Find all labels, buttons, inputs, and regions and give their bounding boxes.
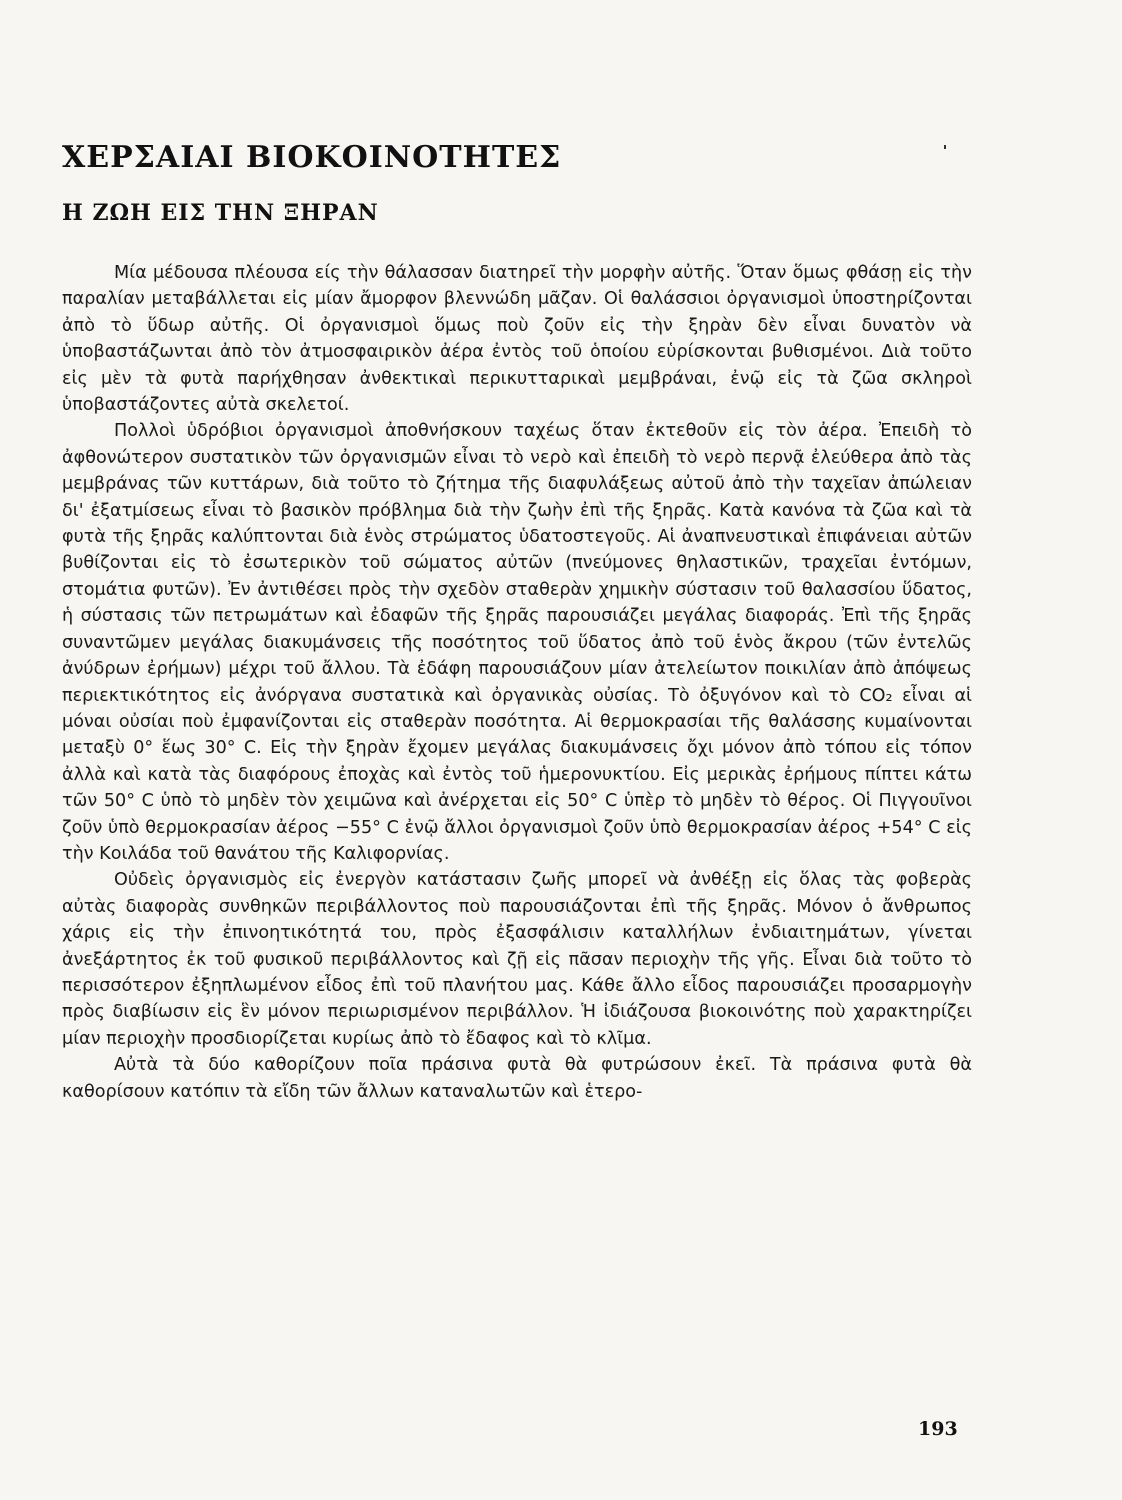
print-speck-mark [944,145,946,149]
paragraph-4: Αὐτὰ τὰ δύο καθορίζουν ποῖα πράσινα φυτὰ θὰ φυτρώσουν ἐκεῖ. Τὰ πράσινα φυτὰ θὰ καθορίσουν κατόπιν τὰ εἴδη τῶν ἄλλων καταναλωτῶν καὶ ἑτερο- [62,1055,972,1102]
paragraph-2: Πολλοὶ ὑδρόβιοι ὀργανισμοὶ ἀποθνήσκουν ταχέως ὅταν ἐκτεθοῦν εἰς τὸν ἀέρα. Ἐπειδὴ τὸ ἀφθονώτερον συστατικὸν τῶν ὀργανισμῶν εἶναι τὸ νερὸ καὶ ἐπειδὴ τὸ νερὸ περνᾷ ἐλεύθερα ἀπὸ τὰς μεμβράνας τῶν κυττάρων, διὰ τοῦτο τὸ ζήτημα τῆς διαφυλάξεως αὐτοῦ ἀπὸ τὴν ταχεῖαν ἀπώλειαν δι' ἐξατμίσεως εἶναι τὸ βασικὸν πρόβλημα διὰ τὴν ζωὴν ἐπὶ τῆς ξηρᾶς. Κατὰ κανόνα τὰ ζῶα καὶ τὰ φυτὰ τῆς ξηρᾶς καλύπτονται διὰ ἑνὸς στρώματος ὑδατοστεγοῦς. Αἱ ἀναπνευστικαὶ ἐπιφάνειαι αὐτῶν βυθίζονται εἰς τὸ ἐσωτερικὸν τοῦ σώματος αὐτῶν (πνεύμονες θηλαστικῶν, τραχεῖαι ἐντόμων, στομάτια φυτῶν). Ἐν ἀντιθέσει πρὸς τὴν σχεδὸν σταθερὰν χημικὴν σύστασιν τοῦ θαλασσίου ὕδατος, ἡ σύστασις τῶν πετρωμάτων καὶ ἐδαφῶν τῆς ξηρᾶς παρουσιάζει μεγάλας διαφοράς. Ἐπὶ τῆς ξηρᾶς συναντῶμεν μεγάλας διακυμάνσεις τῆς ποσότητος τοῦ ὕδατος ἀπὸ τοῦ ἑνὸς ἄκρου (τῶν ἐντελῶς ἀνύδρων ἐρήμων) μέχρι τοῦ ἄλλου. Τὰ ἐδάφη παρουσιάζουν μίαν ἀτελείωτον ποικιλίαν ἀπὸ ἀπόψεως περιεκτικότητος εἰς ἀνόργανα συστατικὰ καὶ ὀργανικὰς οὐσίας. Τὸ ὀξυγόνον καὶ τὸ CO₂ εἶναι αἱ μόναι οὐσίαι ποὺ ἐμφανίζονται εἰς σταθερὰν ποσότητα. Αἱ θερμοκρασίαι τῆς θαλάσσης κυμαίνονται μεταξὺ 0° ἕως 30° C. Εἰς τὴν ξηρὰν ἔχομεν μεγάλας διακυμάνσεις ὄχι μόνον ἀπὸ τόπου εἰς τόπον ἀλλὰ καὶ κατὰ τὰς διαφόρους ἐποχὰς καὶ ἐντὸς τοῦ ἡμερονυκτίου. Εἰς μερικὰς ἐρήμους πίπτει κάτω τῶν 50° C ὑπὸ τὸ μηδὲν τὸν χειμῶνα καὶ ἀνέρχεται εἰς 50° C ὑπὲρ τὸ μηδὲν τὸ θέρος. Οἱ Πιγγουῖνοι ζοῦν ὑπὸ θερμοκρασίαν ἀέρος −55° C ἐνῷ ἄλλοι ὀργανισμοὶ ζοῦν ὑπὸ θερμοκρασίαν ἀέρος +54° C εἰς τὴν Κοιλάδα τοῦ θανάτου τῆς Καλιφορνίας. [62,421,972,864]
section-subtitle: Η ΖΩΗ ΕΙΣ ΤΗΝ ΞΗΡΑΝ [62,200,379,226]
paragraph-1: Μία μέδουσα πλέουσα είς τὴν θάλασσαν διατηρεῖ τὴν μορφὴν αὐτῆς. Ὅταν ὅμως φθάσῃ εἰς τὴν παραλίαν μεταβάλλεται εἰς μίαν ἄμορφον βλεννώδη μᾶζαν. Οἱ θαλάσσιοι ὀργανισμοὶ ὑποστηρίζονται ἀπὸ τὸ ὕδωρ αὐτῆς. Οἱ ὀργανισμοὶ ὅμως ποὺ ζοῦν εἰς τὴν ξηρὰν δὲν εἶναι δυνατὸν νὰ ὑποβαστάζωνται ἀπὸ τὸν ἀτμοσφαιρικὸν ἀέρα ἐντὸς τοῦ ὁποίου εὑρίσκονται βυθισμένοι. Διὰ τοῦτο εἰς μὲν τὰ φυτὰ παρήχθησαν ἀνθεκτικαὶ περικυτταρικαὶ μεμβράναι, ἐνῷ εἰς τὰ ζῶα σκληροὶ ὑποβαστάζοντες αὐτὰ σκελετοί. [62,263,972,416]
page-title: ΧΕΡΣΑΙΑΙ ΒΙΟΚΟΙΝΟΤΗΤΕΣ [62,140,562,175]
paragraph-3: Οὐδεὶς ὀργανισμὸς εἰς ἐνεργὸν κατάστασιν ζωῆς μπορεῖ νὰ ἀνθέξῃ εἰς ὅλας τὰς φοβερὰς αὐτὰς διαφορὰς συνθηκῶν περιβάλλοντος ποὺ παρουσιάζονται ἐπὶ τῆς ξηρᾶς. Μόνον ὁ ἄνθρωπος χάρις εἰς τὴν ἐπινοητικότητά του, πρὸς ἐξασφάλισιν καταλλήλων ἐνδιαιτημάτων, γίνεται ἀνεξάρτητος ἐκ τοῦ φυσικοῦ περιβάλλοντος καὶ ζῇ εἰς πᾶσαν περιοχὴν τῆς γῆς. Εἶναι διὰ τοῦτο τὸ περισσότερον ἐξηπλωμένον εἶδος ἐπὶ τοῦ πλανήτου μας. Κάθε ἄλλο εἶδος παρουσιάζει προσαρμογὴν πρὸς διαβίωσιν εἰς ἓν μόνον περιωρισμένον περιβάλλον. Ἡ ἰδιάζουσα βιοκοινότης ποὺ χαρακτηρίζει μίαν περιοχὴν προσδιορίζεται κυρίως ἀπὸ τὸ ἔδαφος καὶ τὸ κλῖμα. [62,870,972,1049]
page-number: 193 [918,1418,958,1440]
body-text [62,260,972,1105]
